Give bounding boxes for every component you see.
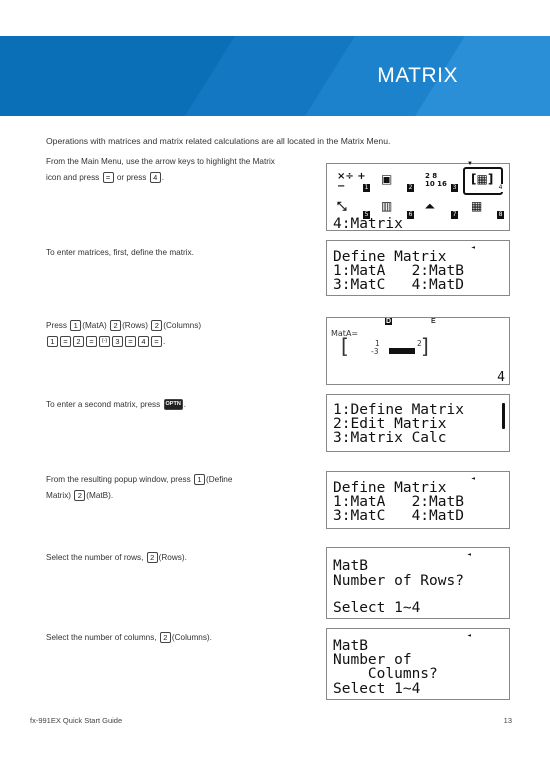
key-1: 1 (47, 336, 58, 347)
screen-line: Columns? (333, 666, 438, 682)
key-1: 1 (70, 320, 81, 331)
screen-line: 1:MatA 2:MatB (333, 263, 464, 279)
menu-number: 6 (408, 211, 413, 218)
menu-icon-vector: ⤡ 5 (337, 199, 369, 218)
calculator-screen-define-matrix-2 (326, 471, 510, 529)
screen-line: 1:MatA 2:MatB (333, 494, 464, 510)
scroll-indicator-icon: ◄ (467, 551, 471, 558)
menu-label: 4:Matrix (333, 216, 403, 232)
status-indicator-d: D (386, 318, 392, 325)
screen-line: Define Matrix (333, 480, 447, 496)
matrix-cell: 2 (417, 339, 422, 348)
key-3: 3 (112, 336, 123, 347)
screen-line: 3:MatC 4:MatD (333, 277, 464, 293)
key-2: 2 (160, 632, 171, 643)
screen-line: Select 1~4 (333, 681, 421, 697)
page-number: 13 (503, 716, 512, 725)
cursor-highlight (389, 348, 415, 354)
menu-number: 1 (364, 184, 369, 191)
intro-text: Operations with matrices and matrix related calculations are all located in the Matrix Menu. (46, 136, 391, 146)
step-text: Press (46, 321, 67, 330)
menu-icon-table: ▥ 6 (381, 199, 413, 218)
step-text: (Rows) (122, 321, 148, 330)
screen-line: 1:Define Matrix (333, 402, 464, 418)
scroll-indicator-icon: ◄ (467, 632, 471, 639)
step-text: To enter a second matrix, press (46, 400, 161, 409)
menu-icon-base-n: 2 8 10 16 3 (425, 172, 457, 191)
calculator-screen-columns (326, 628, 510, 700)
menu-number: 7 (452, 211, 457, 218)
screen-line: Select 1~4 (333, 600, 421, 616)
menu-number: 5 (364, 211, 369, 218)
matrix-label: MatA= (331, 329, 359, 338)
right-bracket: ] (421, 334, 429, 358)
scroll-indicator-icon: ◄ (471, 244, 475, 251)
menu-number: 8 (498, 211, 503, 218)
screen-line: MatB (333, 558, 368, 574)
menu-icon-distribution: ⏶ 7 (425, 199, 457, 218)
step-popup (46, 472, 296, 504)
equals-key: = (151, 336, 162, 347)
matrix-cell: -3 (371, 347, 379, 356)
calculator-screen-rows (326, 547, 510, 619)
step-columns (46, 630, 296, 646)
scroll-bar (502, 403, 505, 429)
menu-icon-matrix: [▦] 4 (471, 172, 503, 191)
screen-line: Define Matrix (333, 249, 447, 265)
matrix-cell: 1 (375, 339, 380, 348)
page-title: MATRIX (377, 64, 458, 87)
step-text: (Columns) (163, 321, 202, 330)
step-text: . (163, 337, 166, 346)
step-text: Select the number of columns, (46, 633, 157, 642)
step-text: From the resulting popup window, press (46, 475, 191, 484)
step-text: From the Main Menu, use the arrow keys to highlight the Matrix (46, 157, 275, 166)
header-banner (0, 36, 550, 116)
key-4: 4 (150, 172, 161, 183)
negative-key: (-) (99, 336, 110, 347)
left-bracket: [ (341, 334, 349, 358)
equals-key: = (125, 336, 136, 347)
screen-line: 3:Matrix Calc (333, 430, 447, 446)
step-rows (46, 550, 296, 566)
key-1: 1 (194, 474, 205, 485)
key-2: 2 (73, 336, 84, 347)
menu-icon-calculate: ×÷ +− 1 (337, 171, 369, 192)
step-text: (MatA) (82, 321, 107, 330)
step-text: . (183, 400, 187, 409)
equals-key: = (60, 336, 71, 347)
footer-guide-title: fx-991EX Quick Start Guide (30, 716, 123, 725)
screen-line: 2:Edit Matrix (333, 416, 447, 432)
step-define-matrix: To enter matrices, first, define the matrix. (46, 248, 194, 257)
step-text: (MatB). (86, 491, 114, 500)
key-2: 2 (151, 320, 162, 331)
step-text: Matrix) (46, 491, 72, 500)
equals-key: = (86, 336, 97, 347)
key-2: 2 (147, 552, 158, 563)
status-indicator-e: E (431, 318, 436, 325)
key-4: 4 (138, 336, 149, 347)
screen-line: Number of (333, 652, 412, 668)
key-2: 2 (74, 490, 85, 501)
menu-number: 4 (498, 184, 503, 191)
menu-number: 3 (452, 184, 457, 191)
screen-line: Number of Rows? (333, 573, 464, 589)
calculator-screen-define-matrix (326, 240, 510, 296)
step-text: or press (116, 173, 147, 182)
matrix-cell: 4 (417, 347, 422, 356)
key-2: 2 (110, 320, 121, 331)
calculator-screen-menu (326, 163, 510, 231)
step-text: . (161, 173, 164, 182)
menu-icon-spreadsheet: ▦ 8 (471, 199, 503, 218)
equals-key: = (103, 172, 114, 183)
screen-line: 3:MatC 4:MatD (333, 508, 464, 524)
step-enter-matrix (46, 318, 296, 350)
step-main-menu (46, 154, 296, 186)
step-optn (46, 397, 296, 413)
screen-line: MatB (333, 638, 368, 654)
menu-icon-statistics: ▣ 2 (381, 172, 413, 191)
scroll-indicator-icon: ◄ (471, 475, 475, 482)
calculator-screen-mata (326, 317, 510, 385)
optn-key: OPTN (164, 399, 183, 410)
menu-number: 2 (408, 184, 413, 191)
step-text: (Define (206, 475, 233, 484)
step-text: icon and press (46, 173, 100, 182)
calculator-screen-optn (326, 394, 510, 452)
step-text: (Rows). (158, 553, 187, 562)
step-text: (Columns). (171, 633, 212, 642)
result-value: 4 (497, 370, 505, 385)
step-text: Select the number of rows, (46, 553, 144, 562)
scroll-indicator-icon: ▼ (467, 161, 473, 167)
